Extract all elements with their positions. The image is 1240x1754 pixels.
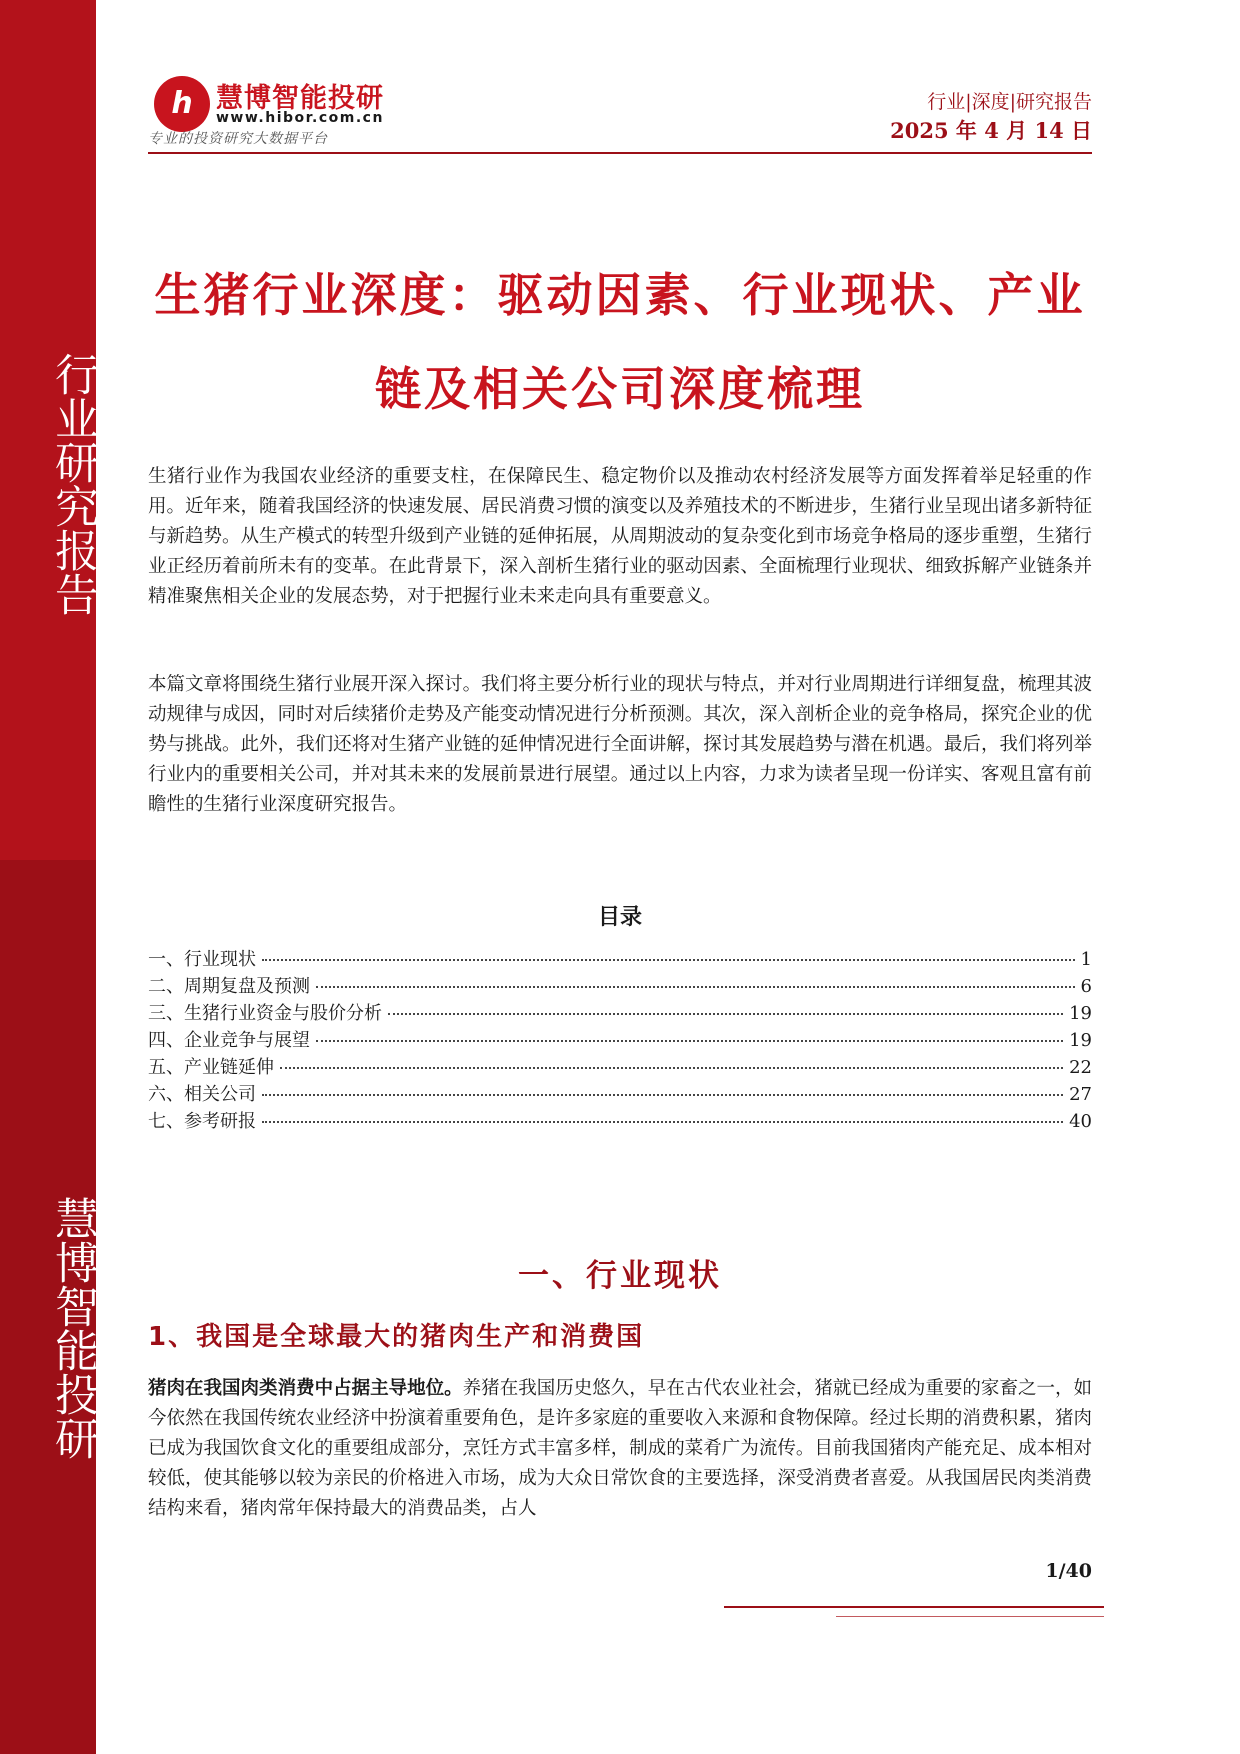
toc-item-label: 五、产业链延伸 bbox=[148, 1057, 274, 1078]
toc-heading: 目录 bbox=[597, 905, 642, 930]
section-paragraph bbox=[148, 1374, 1092, 1524]
toc-item[interactable] bbox=[148, 999, 1092, 1026]
report-date: 2025 年 4 月 14 日 bbox=[890, 118, 1092, 143]
logo-slogan: 专业的投资研究大数据平台 bbox=[148, 131, 328, 147]
title-line-1: 生猪行业深度：驱动因素、行业现状、产业 bbox=[154, 268, 1086, 322]
toc-leader bbox=[262, 959, 1075, 961]
page-header bbox=[148, 66, 1092, 156]
toc-item-page: 1 bbox=[1080, 949, 1092, 970]
toc-leader bbox=[316, 986, 1075, 988]
side-band bbox=[0, 0, 96, 1754]
footer-divider bbox=[724, 1606, 1104, 1608]
toc-item[interactable] bbox=[148, 1107, 1092, 1134]
section-heading: 一、行业现状 bbox=[518, 1258, 722, 1294]
toc-leader bbox=[262, 1121, 1063, 1123]
toc-item-label: 六、相关公司 bbox=[148, 1084, 256, 1105]
header-meta bbox=[890, 88, 1092, 146]
toc-item-page: 40 bbox=[1069, 1111, 1092, 1132]
subsection-heading: 1、我国是全球最大的猪肉生产和消费国 bbox=[148, 1322, 645, 1352]
toc-item-page: 6 bbox=[1080, 976, 1092, 997]
toc-item-label: 二、周期复盘及预测 bbox=[148, 976, 310, 997]
document-title bbox=[148, 248, 1092, 436]
toc-item[interactable] bbox=[148, 1026, 1092, 1053]
toc-item-page: 19 bbox=[1069, 1030, 1092, 1051]
table-of-contents bbox=[148, 945, 1092, 1134]
paragraph-lead: 猪肉在我国肉类消费中占据主导地位。 bbox=[148, 1378, 463, 1399]
footer-divider-thin bbox=[836, 1616, 1104, 1617]
toc-item-page: 19 bbox=[1069, 1003, 1092, 1024]
toc-item[interactable] bbox=[148, 1053, 1092, 1080]
toc-leader bbox=[388, 1013, 1063, 1015]
header-divider bbox=[148, 152, 1092, 154]
toc-item-label: 三、生猪行业资金与股价分析 bbox=[148, 1003, 382, 1024]
paragraph-body: 养猪在我国历史悠久，早在古代农业社会，猪就已经成为重要的家畜之一，如今依然在我国传统农业经济中扮演着重要角色，是许多家庭的重要收入来源和食物保障。经过长期的消费积累，猪肉已成为我国饮食文化的重要组成部分，烹饪方式丰富多样，制成的菜肴广为流传。目前我国猪肉产能充足、成本相对较低，使其能够以较为亲民的价格进入市场，成为大众日常饮食的主要选择，深受消费者喜爱。从我国居民肉类消费结构来看，猪肉常年保持最大的消费品类，占人 bbox=[148, 1378, 1092, 1519]
toc-item-label: 七、参考研报 bbox=[148, 1111, 256, 1132]
side-text-brand: 慧博智能投研 bbox=[47, 1196, 98, 1460]
toc-item-page: 22 bbox=[1069, 1057, 1092, 1078]
logo-icon: h bbox=[154, 76, 210, 132]
intro-paragraph-1: 生猪行业作为我国农业经济的重要支柱，在保障民生、稳定物价以及推动农村经济发展等方面发挥着举足轻重的作用。近年来，随着我国经济的快速发展、居民消费习惯的演变以及养殖技术的不断进步，生猪行业呈现出诸多新特征与新趋势。从生产模式的转型升级到产业链的延伸拓展，从周期波动的复杂变化到市场竞争格局的逐步重塑，生猪行业正经历着前所未有的变革。在此背景下，深入剖析生猪行业的驱动因素、全面梳理行业现状、细致拆解产业链条并精准聚焦相关企业的发展态势，对于把握行业未来走向具有重要意义。 bbox=[148, 466, 1092, 607]
toc-item[interactable] bbox=[148, 945, 1092, 972]
toc-item-page: 27 bbox=[1069, 1084, 1092, 1105]
toc-item[interactable] bbox=[148, 1080, 1092, 1107]
page-number: 1/40 bbox=[1045, 1560, 1092, 1582]
toc-leader bbox=[262, 1094, 1063, 1096]
logo-name: 慧博智能投研 bbox=[216, 83, 384, 114]
title-line-2: 链及相关公司深度梳理 bbox=[375, 362, 865, 416]
toc-item-label: 四、企业竞争与展望 bbox=[148, 1030, 310, 1051]
toc-item-label: 一、行业现状 bbox=[148, 949, 256, 970]
toc-leader bbox=[316, 1040, 1063, 1042]
intro-paragraph-2: 本篇文章将围绕生猪行业展开深入探讨。我们将主要分析行业的现状与特点，并对行业周期进行详细复盘，梳理其波动规律与成因，同时对后续猪价走势及产能变动情况进行分析预测。其次，深入剖析企业的竞争格局，探究企业的优势与挑战。此外，我们还将对生猪产业链的延伸情况进行全面讲解，探讨其发展趋势与潜在机遇。最后，我们将列举行业内的重要相关公司，并对其未来的发展前景进行展望。通过以上内容，力求为读者呈现一份详实、客观且富有前瞻性的生猪行业深度研究报告。 bbox=[148, 674, 1092, 815]
logo-url: www.hibor.com.cn bbox=[216, 110, 384, 126]
side-text-report: 行业研究报告 bbox=[47, 352, 98, 616]
toc-item[interactable] bbox=[148, 972, 1092, 999]
report-type: 行业|深度|研究报告 bbox=[927, 91, 1092, 113]
toc-leader bbox=[280, 1067, 1063, 1069]
